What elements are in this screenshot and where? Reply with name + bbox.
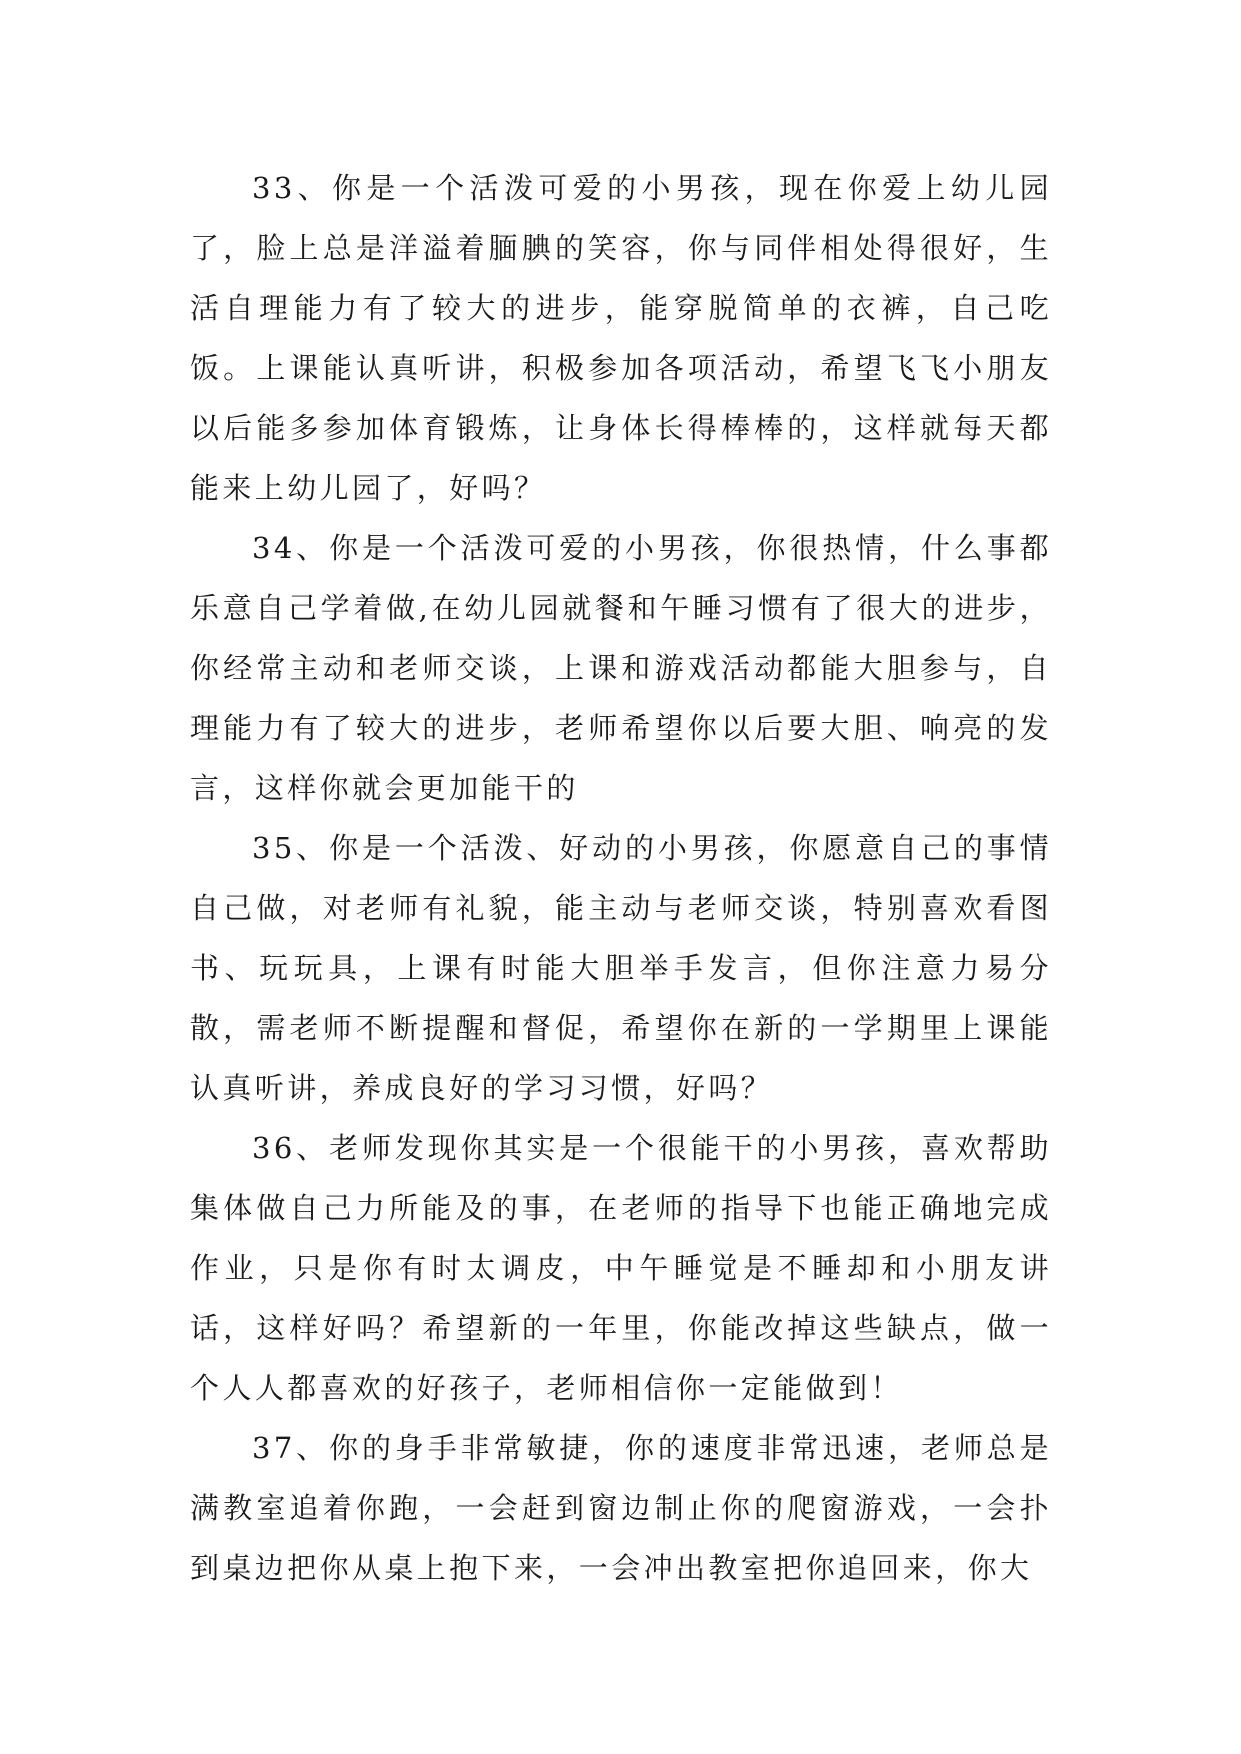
paragraph-35: 35、你是一个活泼、好动的小男孩，你愿意自己的事情自己做，对老师有礼貌，能主动与老师交谈，特别喜欢看图书、玩玩具，上课有时能大胆举手发言，但你注意力易分散，需老师不断提醒和督促，希望你在新的一学期里上课能认真听讲，养成良好的学习习惯，好吗？ <box>190 831 1052 1105</box>
document-body <box>190 158 1052 1598</box>
paragraph-34: 34、你是一个活泼可爱的小男孩，你很热情，什么事都乐意自己学着做,在幼儿园就餐和午睡习惯有了很大的进步，你经常主动和老师交谈，上课和游戏活动都能大胆参与，自理能力有了较大的进步，老师希望你以后要大胆、响亮的发言，这样你就会更加能干的 <box>190 531 1052 805</box>
paragraph-37: 37、你的身手非常敏捷，你的速度非常迅速，老师总是满教室追着你跑，一会赶到窗边制止你的爬窗游戏，一会扑到桌边把你从桌上抱下来，一会冲出教室把你追回来，你大 <box>190 1431 1052 1585</box>
paragraph-33: 33、你是一个活泼可爱的小男孩，现在你爱上幼儿园了，脸上总是洋溢着腼腆的笑容，你与同伴相处得很好，生活自理能力有了较大的进步，能穿脱简单的衣裤，自己吃饭。上课能认真听讲，积极参加各项活动，希望飞飞小朋友以后能多参加体育锻炼，让身体长得棒棒的，这样就每天都能来上幼儿园了，好吗？ <box>190 171 1052 505</box>
paragraph-36: 36、老师发现你其实是一个很能干的小男孩，喜欢帮助集体做自己力所能及的事，在老师的指导下也能正确地完成作业，只是你有时太调皮，中午睡觉是不睡却和小朋友讲话，这样好吗？希望新的一年里，你能改掉这些缺点，做一个人人都喜欢的好孩子，老师相信你一定能做到！ <box>190 1131 1052 1405</box>
